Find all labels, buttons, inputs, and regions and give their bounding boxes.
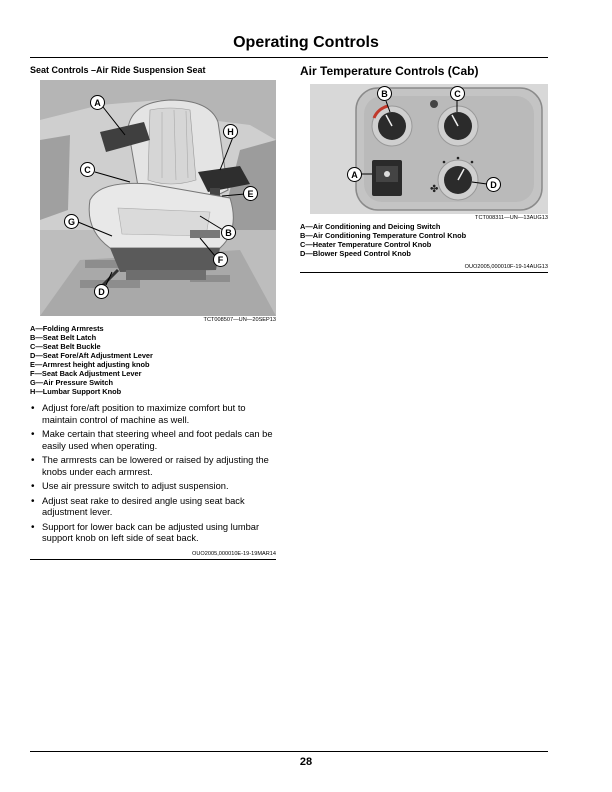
seat-section-heading: Seat Controls –Air Ride Suspension Seat <box>30 65 206 75</box>
seat-legend-item: D—Seat Fore/Aft Adjustment Lever <box>30 351 153 360</box>
seat-legend-item: B—Seat Belt Latch <box>30 333 97 342</box>
seat-callout-c: C <box>80 162 95 177</box>
air-illustration <box>310 84 548 214</box>
seat-callout-a: A <box>90 95 105 110</box>
seat-callout-h: H <box>223 124 238 139</box>
air-callout-c: C <box>450 86 465 101</box>
air-section-heading: Air Temperature Controls (Cab) <box>300 64 479 78</box>
seat-legend-item: E—Armrest height adjusting knob <box>30 360 150 369</box>
air-callout-b: B <box>377 86 392 101</box>
air-section-rule <box>300 272 548 273</box>
air-callout-a: A <box>347 167 362 182</box>
air-doc-ref: OUO2005,000010F-19-14AUG13 <box>464 264 548 270</box>
seat-callout-g: G <box>64 214 79 229</box>
seat-callout-b: B <box>221 225 236 240</box>
air-callout-d: D <box>486 177 501 192</box>
instruction-bullet: • Adjust fore/aft position to maximize comfort but to maintain control of machine as well. <box>30 403 280 426</box>
seat-image-ref: TCT008507—UN—20SEP13 <box>203 317 276 323</box>
seat-illustration <box>40 80 276 316</box>
instruction-bullet: • Use air pressure switch to adjust suspension. <box>30 481 280 493</box>
seat-legend <box>30 324 153 396</box>
seat-illustration-graphic <box>40 80 276 316</box>
seat-callout-e: E <box>243 186 258 201</box>
air-illustration-graphic <box>310 84 548 214</box>
seat-legend-item: C—Seat Belt Buckle <box>30 342 101 351</box>
seat-callout-d: D <box>94 284 109 299</box>
svg-text:✤: ✤ <box>430 184 439 195</box>
instruction-bullet: • Make certain that steering wheel and foot pedals can be easily used when operating. <box>30 429 280 452</box>
seat-legend-item: F—Seat Back Adjustment Lever <box>30 369 142 378</box>
page-title: Operating Controls <box>233 34 379 51</box>
footer-rule <box>30 751 548 752</box>
seat-legend-item: A—Folding Armrests <box>30 324 104 333</box>
seat-callout-f: F <box>213 252 228 267</box>
seat-instructions <box>30 403 280 548</box>
page-number: 28 <box>299 756 313 768</box>
instruction-bullet: • Adjust seat rake to desired angle using seat back adjustment lever. <box>30 496 280 519</box>
air-image-ref: TCT008311—UN—13AUG13 <box>475 215 548 221</box>
instruction-bullet: • Support for lower back can be adjusted using lumbar support knob on left side of seat back. <box>30 522 280 545</box>
instruction-bullet: • The armrests can be lowered or raised by adjusting the knobs under each armrest. <box>30 455 280 478</box>
air-legend-item: A—Air Conditioning and Deicing Switch <box>300 222 441 231</box>
air-legend <box>300 222 466 258</box>
air-legend-item: C—Heater Temperature Control Knob <box>300 240 432 249</box>
seat-legend-item: H—Lumbar Support Knob <box>30 387 122 396</box>
air-legend-item: D—Blower Speed Control Knob <box>300 249 411 258</box>
seat-legend-item: G—Air Pressure Switch <box>30 378 113 387</box>
title-rule <box>30 57 548 58</box>
seat-section-rule <box>30 559 276 560</box>
seat-doc-ref: OUO2005,000010E-19-19MAR14 <box>192 551 276 557</box>
air-legend-item: B—Air Conditioning Temperature Control Knob <box>300 231 467 240</box>
